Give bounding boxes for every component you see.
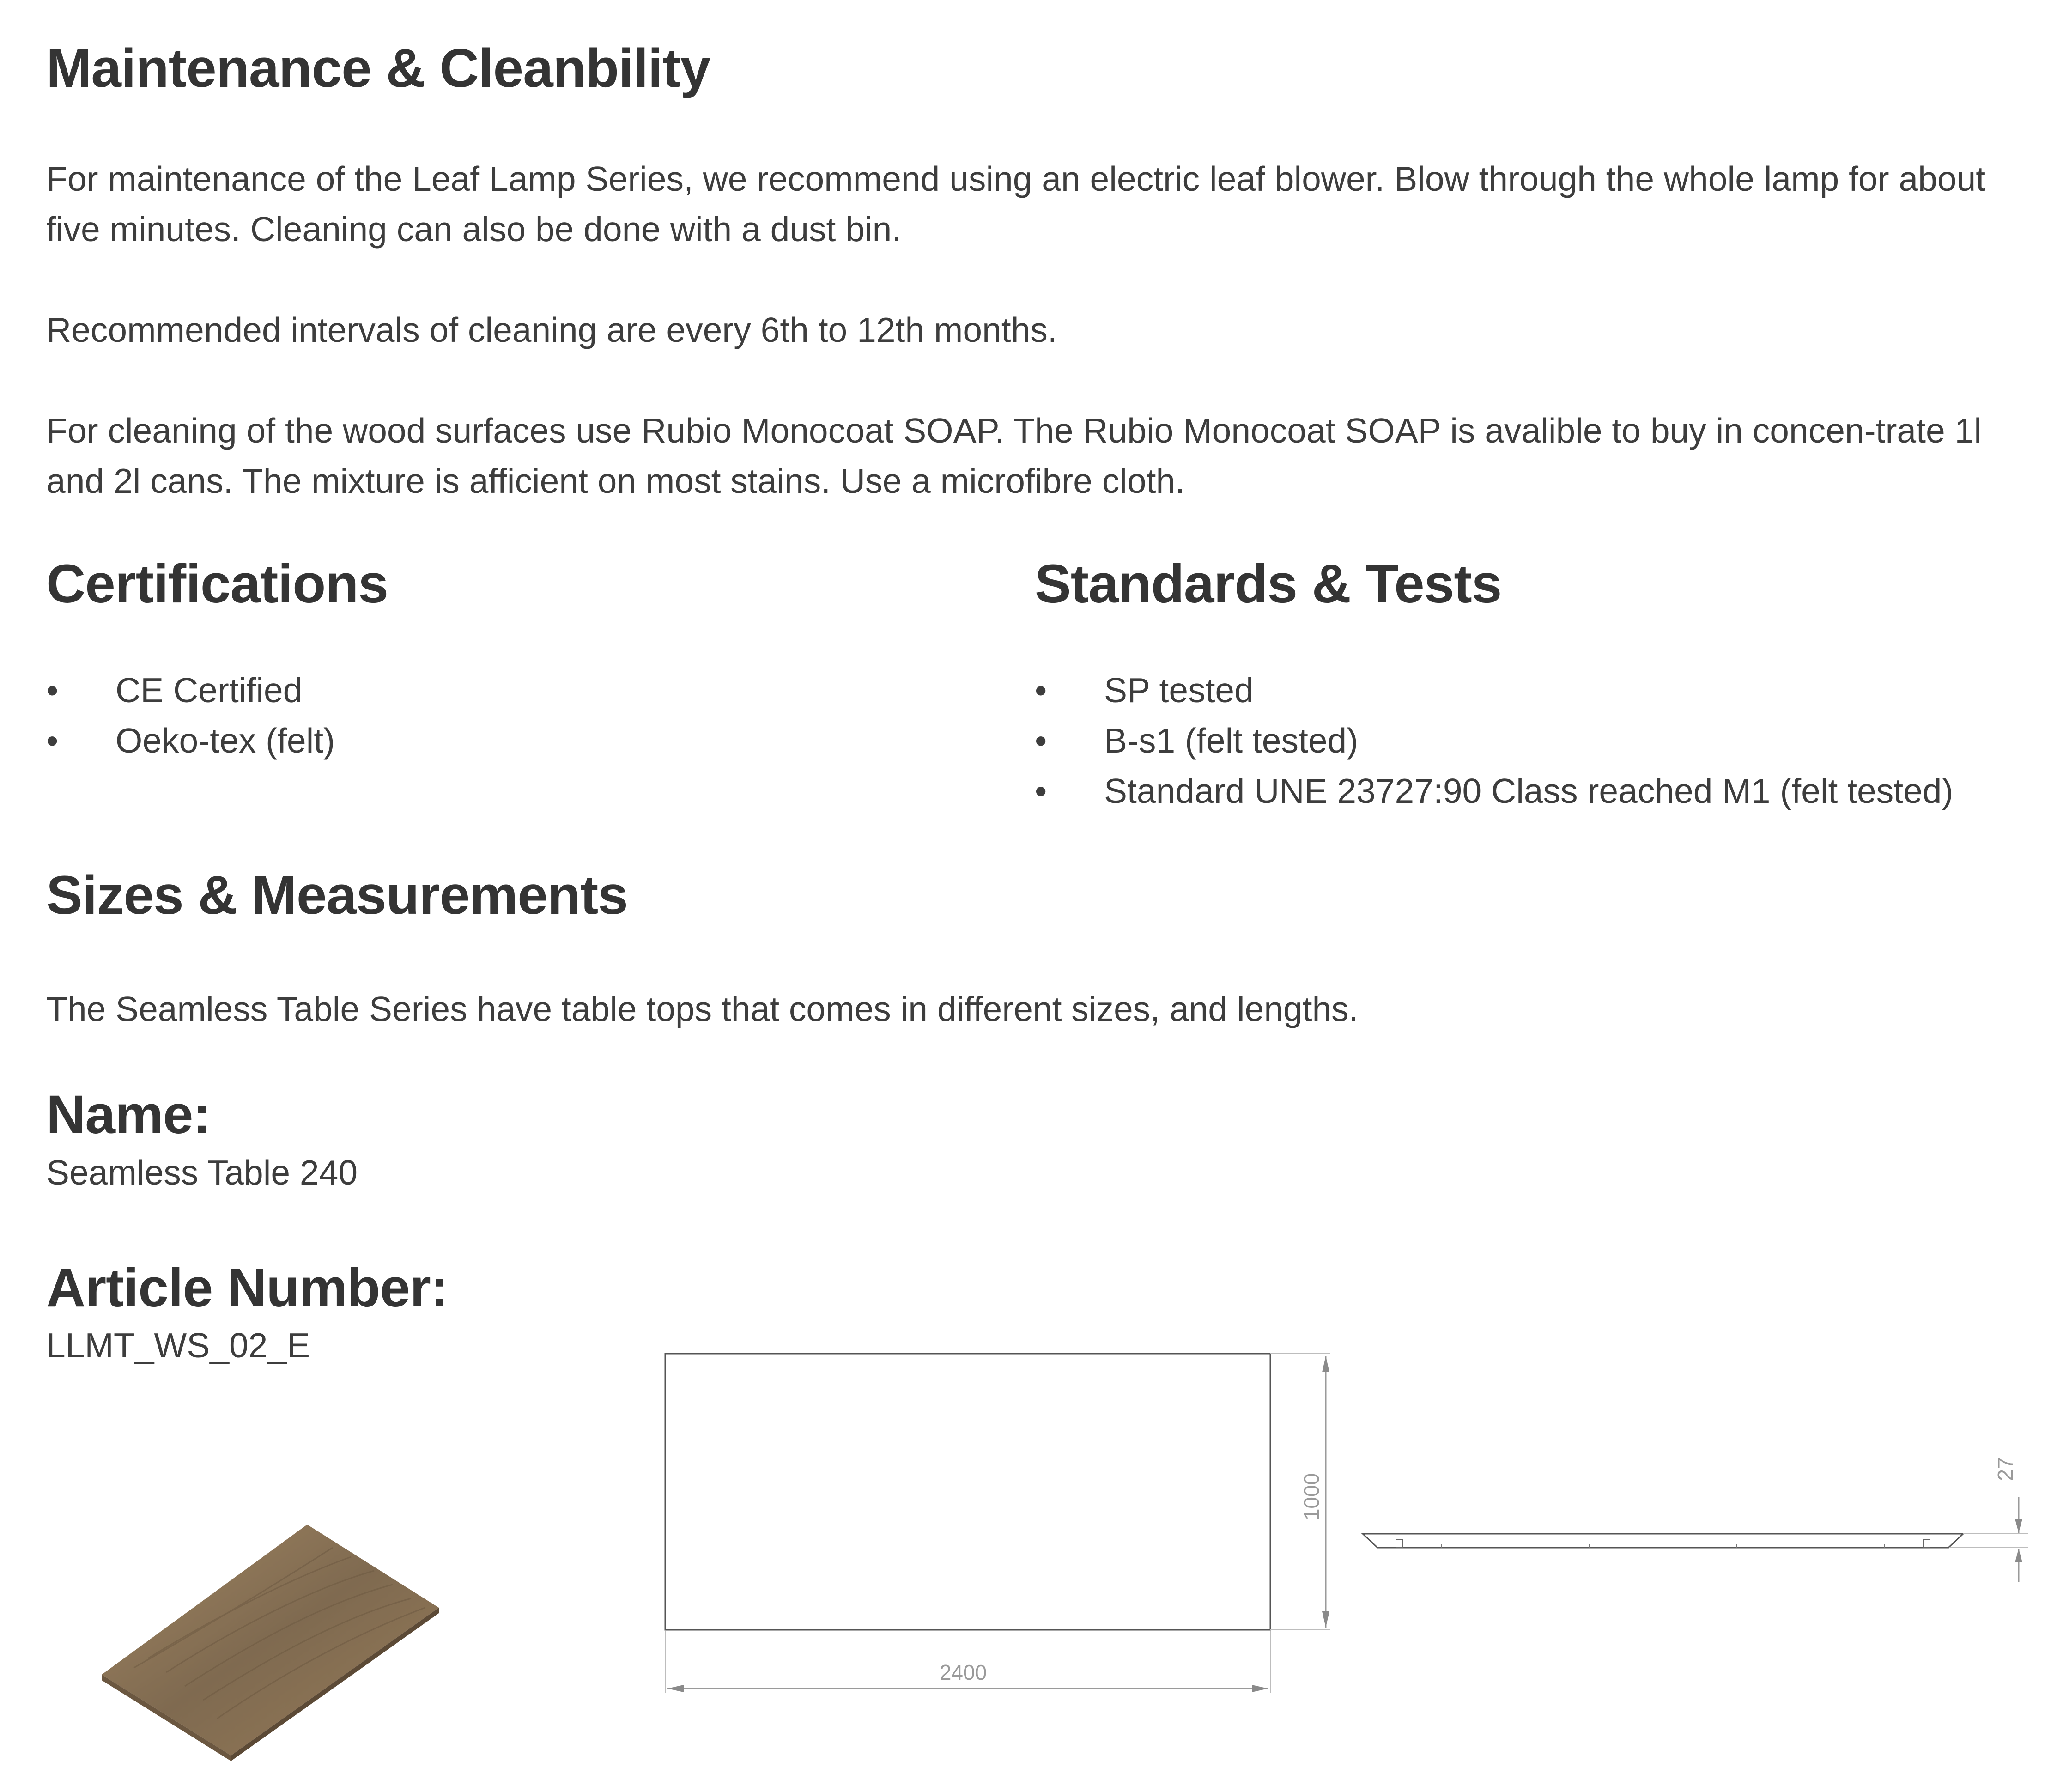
standard-item: • SP tested: [1035, 665, 1954, 716]
maintenance-heading: Maintenance & Cleanbility: [46, 38, 710, 99]
side-profile-outline: [1363, 1534, 1963, 1548]
arrow-down-icon: [2015, 1519, 2022, 1533]
thickness-dimension-label: 27: [1993, 1457, 2017, 1481]
tabletop-wood-illustration: [92, 1515, 453, 1765]
width-dimension-label: 2400: [939, 1660, 987, 1684]
certifications-list: [46, 665, 335, 766]
standards-list: [1035, 665, 1954, 816]
certifications-heading: Certifications: [46, 553, 388, 614]
bullet-icon: •: [1035, 771, 1047, 810]
arrow-left-icon: [667, 1685, 684, 1692]
sizes-text: The Seamless Table Series have table tops that comes in different sizes, and lengths.: [46, 990, 1359, 1028]
bullet-icon: •: [1035, 671, 1047, 710]
standards-heading: Standards & Tests: [1035, 553, 1502, 614]
side-view-drawing: [1349, 1409, 2042, 1594]
sizes-heading: Sizes & Measurements: [46, 865, 628, 926]
bullet-icon: •: [1035, 721, 1047, 760]
arrow-down-icon: [1322, 1611, 1329, 1628]
depth-dimension-label: 1000: [1299, 1473, 1323, 1521]
maintenance-paragraph-1: For maintenance of the Leaf Lamp Series, we recommend using an electric leaf blower. Blow through the whole lamp for about five minutes. Cleaning can also be done with a dust bin.: [46, 159, 1986, 249]
arrow-up-icon: [1322, 1356, 1329, 1372]
tabletop-outline: [665, 1354, 1270, 1630]
bullet-icon: •: [46, 721, 59, 760]
article-value: LLMT_WS_02_E: [46, 1326, 310, 1365]
bullet-icon: •: [46, 671, 59, 710]
name-value: Seamless Table 240: [46, 1153, 358, 1192]
article-label: Article Number:: [46, 1257, 449, 1318]
top-view-drawing: [656, 1344, 1349, 1695]
arrow-up-icon: [2015, 1549, 2022, 1562]
name-label: Name:: [46, 1084, 211, 1145]
maintenance-paragraph-2: Recommended intervals of cleaning are every 6th to 12th months.: [46, 310, 1057, 349]
standard-item: • B-s1 (felt tested): [1035, 716, 1954, 766]
maintenance-paragraph-3: For cleaning of the wood surfaces use Rubio Monocoat SOAP. The Rubio Monocoat SOAP is avalible to buy in concen-trate 1l and 2l cans. The mixture is afficient on most stains. Use a microfibre cloth.: [46, 411, 1982, 500]
arrow-right-icon: [1252, 1685, 1268, 1692]
certification-item: • CE Certified: [46, 665, 335, 716]
certification-item: • Oeko-tex (felt): [46, 716, 335, 766]
standard-item: • Standard UNE 23727:90 Class reached M1 (felt tested): [1035, 766, 1954, 816]
